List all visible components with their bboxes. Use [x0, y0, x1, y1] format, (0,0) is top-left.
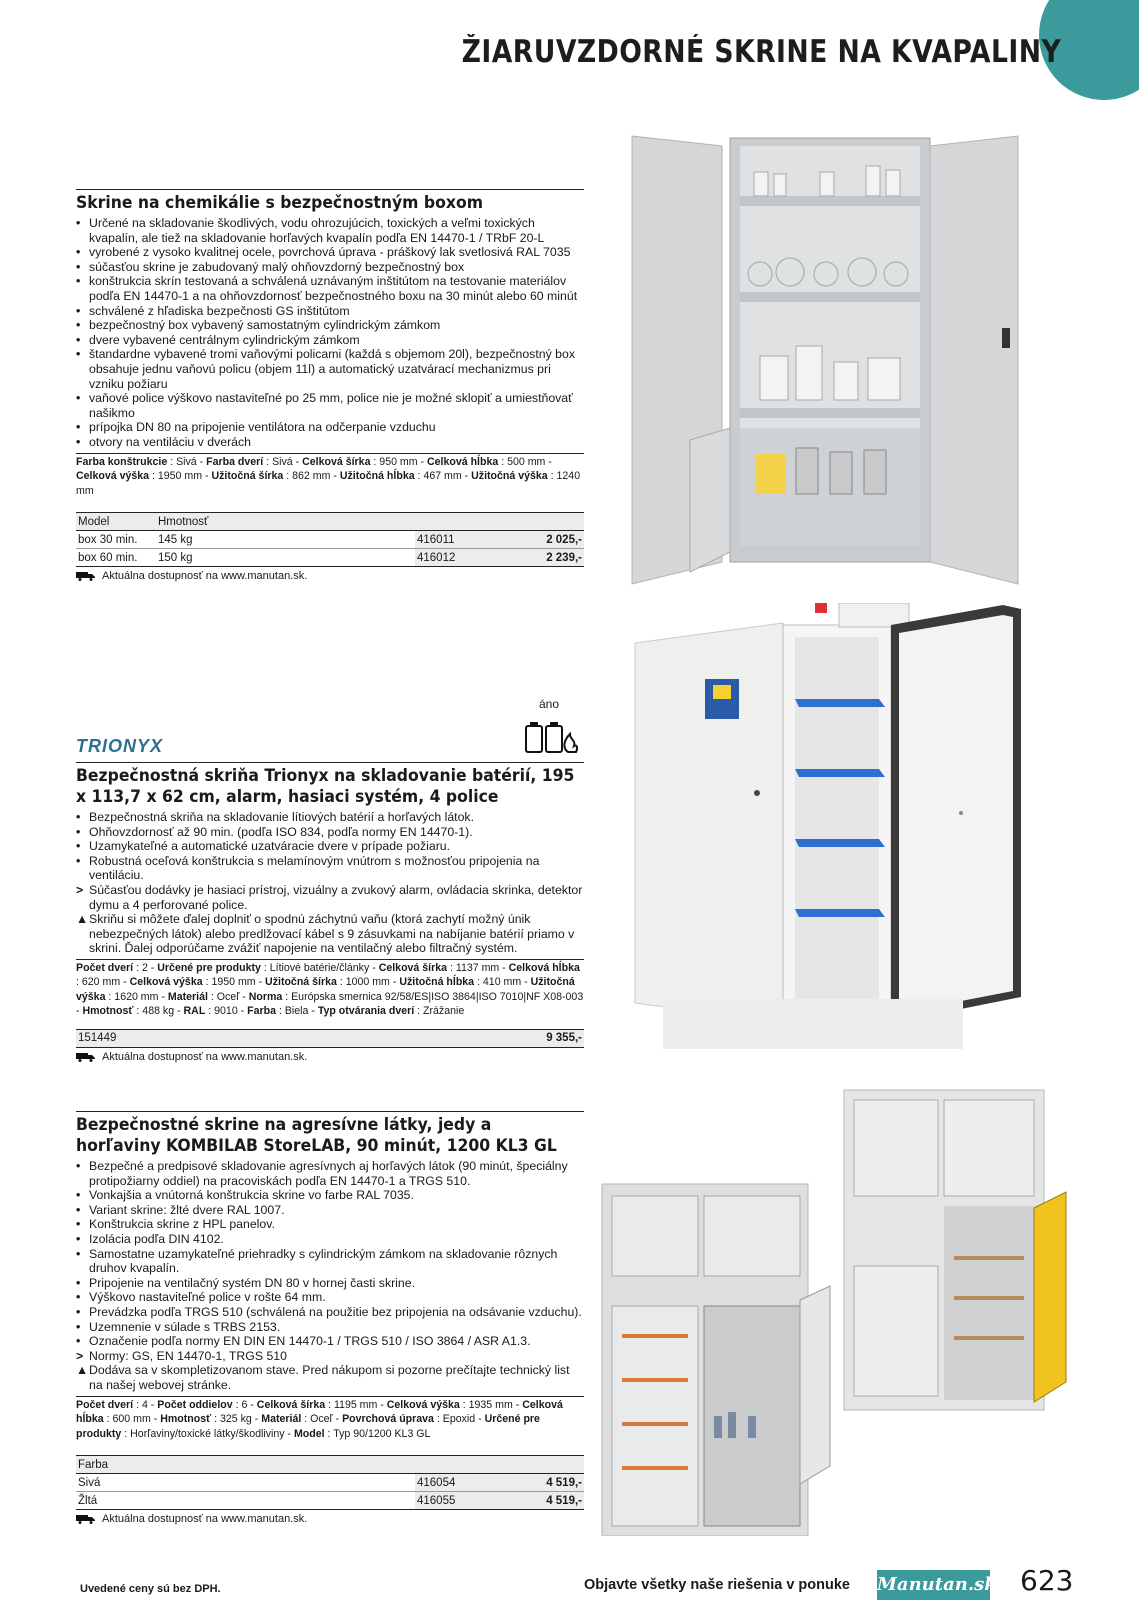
product-code[interactable]: 416012 [415, 549, 499, 567]
price-table [76, 512, 584, 567]
bullet-marker: • [76, 1319, 81, 1334]
feature-text: Uzemnenie v súlade s TRBS 2153. [89, 1319, 281, 1334]
feature-text: Variant skrine: žlté dvere RAL 1007. [89, 1202, 285, 1217]
feature-text: Robustná oceľová konštrukcia s melamínovým vnútrom s možnosťou pripojenia na ventiláciu. [89, 853, 540, 883]
feature-text: Vonkajšia a vnútorná konštrukcia skrine vo farbe RAL 7035. [89, 1188, 414, 1203]
feature-item [76, 260, 584, 275]
bullet-marker: • [76, 1334, 81, 1349]
feature-text: Pripojenie na ventilačný systém DN 80 v hornej časti skrine. [89, 1275, 416, 1290]
feature-text: súčasťou skrine je zabudovaný malý ohňovzdorný bezpečnostný box [89, 259, 465, 274]
feature-text: Označenie podľa normy EN DIN EN 14470-1 / TRGS 510 / ISO 3864 / ASR A1.3. [89, 1334, 531, 1349]
feature-text: vaňové police výškovo nastaviteľné po 25 mm, police nie je možné sklopiť a umiestňovať našikmo [89, 391, 573, 420]
availability-note: Aktuálna dostupnosť na www.manutan.sk. [76, 1513, 584, 1525]
bullet-marker: ▲ [76, 912, 89, 927]
battery-fire-icon [524, 718, 580, 754]
truck-icon [76, 571, 96, 581]
price-table [76, 1029, 584, 1048]
page-title: ŽIARUVZDORNÉ SKRINE NA KVAPALINY [461, 34, 1061, 70]
feature-item [76, 245, 584, 260]
feature-text: Konštrukcia skrine z HPL panelov. [89, 1217, 275, 1232]
col-weight: Hmotnosť [156, 513, 415, 531]
feature-item [76, 912, 584, 956]
price: 4 519,- [499, 1474, 584, 1492]
availability-note: Aktuálna dostupnosť na www.manutan.sk. [76, 1051, 584, 1063]
feature-item [76, 1320, 584, 1335]
chemical-cabinet-image [630, 132, 1030, 588]
bullet-marker: • [76, 1217, 81, 1232]
feature-text: konštrukcia skrín testovaná a schválená uznávaným inštitútom na testovanie materiálov podľa EN 14470-1 a na ohňovzdornosť bezpečnostného boxu na 30 minút alebo 60 minút [89, 274, 578, 303]
bullet-marker: • [76, 420, 81, 435]
feature-item [76, 420, 584, 435]
feature-item [76, 1203, 584, 1218]
feature-text: Súčasťou dodávky je hasiaci prístroj, vizuálny a zvukový alarm, ovládacia skrinka, detektor dymu a 4 perforované police. [89, 882, 583, 912]
feature-item [76, 347, 584, 391]
price: 9 355,- [500, 1029, 584, 1047]
feature-item [76, 216, 584, 245]
trionyx-cabinet-image [623, 603, 1063, 1067]
bullet-marker: • [76, 245, 81, 260]
price: 4 519,- [499, 1492, 584, 1510]
bullet-marker: • [76, 1159, 81, 1173]
feature-text: Skriňu si môžete ďalej doplniť o spodnú záchytnú vaňu (ktorá zachytí možný únik nebezpečných látok) alebo predlžovací kábel s 9 zásuvkami na nabíjanie batérií priamo v skrini. Ďalej odporúčame zvážiť napojenie na ventilačný alebo filtračný systém. [89, 912, 575, 956]
feature-text: Dodáva sa v skompletizovanom stave. Pred nákupom si pozorne prečítajte technický list na našej webovej stránke. [89, 1363, 570, 1392]
feature-text: vyrobené z vysoko kvalitnej ocele, povrchová úprava - práškový lak svetlosivá RAL 7035 [89, 245, 571, 260]
feature-text: bezpečnostný box vybavený samostatným cylindrickým zámkom [89, 318, 441, 333]
bullet-marker: • [76, 1202, 81, 1217]
feature-item [76, 825, 584, 840]
bullet-marker: • [76, 1304, 81, 1319]
feature-item [76, 1305, 584, 1320]
table-row: Sivá 416054 4 519,- [76, 1474, 584, 1492]
bullet-marker: > [76, 882, 84, 897]
bullet-marker: • [76, 1275, 81, 1290]
badge-label: áno [539, 697, 560, 711]
feature-item [76, 304, 584, 319]
manutan-logo[interactable]: Manutan.sk [877, 1570, 990, 1600]
product-section-trionyx [76, 762, 584, 1063]
feature-item [76, 854, 584, 883]
feature-item [76, 810, 584, 825]
feature-text: Bezpečné a predpisové skladovanie agresívnych aj horľavých látok (90 minút, špeciálny protipožiarny oddiel) na pracoviskách podľa EN 14470-1 a TRGS 510. [89, 1159, 568, 1188]
feature-text: prípojka DN 80 na pripojenie ventilátora na odčerpanie vzduchu [89, 420, 436, 435]
availability-note: Aktuálna dostupnosť na www.manutan.sk. [76, 570, 584, 582]
section-title: Bezpečnostná skriňa Trionyx na skladovanie batérií, 195 x 113,7 x 62 cm, alarm, hasiaci systém, 4 police [76, 766, 575, 807]
footer-promo: Objavte všetky naše riešenia v ponuke [584, 1577, 850, 1593]
feature-text: štandardne vybavené tromi vaňovými policami (každá s objemom 20l), bezpečnostný box obsahuje jednu vaňovú policu (objem 11l) a automatický uzatvárací mechanizmus pri vzniku požiaru [89, 347, 575, 391]
bullet-marker: • [76, 1290, 81, 1305]
feature-item [76, 839, 584, 854]
feature-item [76, 318, 584, 333]
page-number: 623 [1020, 1564, 1074, 1597]
table-row: box 60 min. 150 kg 416012 2 239,- [76, 549, 584, 567]
feature-item [76, 1349, 584, 1364]
bullet-marker: • [76, 332, 81, 347]
feature-item [76, 1232, 584, 1247]
bullet-marker: > [76, 1348, 84, 1363]
feature-text: dvere vybavené centrálnym cylindrickým zámkom [89, 332, 360, 347]
spec-text: Počet dverí : 2 - Určené pre produkty : Lítiové batérie/články - Celková šírka : 1137 mm - Celková hĺbka : 620 mm - Celková výška : 1950 mm - Užitočná šírka : 1000 mm - Užitočná hĺbka : 410 mm - Užitočná výška : 1620 mm - Materiál : Oceľ - Norma : Európska smernica 92/58/ES|ISO 3864|ISO 7010|NF X08-003 - Hmotnosť : 488 kg - RAL : 9010 - Farba : Biela - Typ otvárania dverí : Zrážanie [76, 959, 584, 1019]
section-title: Skrine na chemikálie s bezpečnostným boxom [76, 193, 483, 213]
price-table [76, 1455, 584, 1510]
feature-text: Bezpečnostná skriňa na skladovanie lítiových batérií a horľavých látok. [89, 810, 474, 824]
bullet-marker: ▲ [76, 1363, 89, 1378]
spec-text: Farba konštrukcie : Sivá - Farba dverí : Sivá - Celková šírka : 950 mm - Celková hĺbka : 500 mm - Celková výška : 1950 mm - Užitočná šírka : 862 mm - Užitočná hĺbka : 467 mm - Užitočná výška : 1240 mm [76, 453, 584, 499]
feature-list [76, 216, 584, 450]
table-row: Žltá 416055 4 519,- [76, 1492, 584, 1510]
feature-text: Izolácia podľa DIN 4102. [89, 1231, 224, 1246]
brand-logo: TRIONYX [76, 736, 164, 756]
feature-item [76, 883, 584, 912]
bullet-marker: • [76, 391, 81, 406]
bullet-marker: • [76, 810, 81, 824]
feature-text: Ohňovzdornosť až 90 min. (podľa ISO 834, podľa normy EN 14470-1). [89, 824, 473, 839]
feature-list [76, 810, 584, 956]
feature-item [76, 391, 584, 420]
bullet-marker: • [76, 303, 81, 318]
bullet-marker: • [76, 216, 81, 230]
feature-item [76, 333, 584, 348]
price: 2 239,- [499, 549, 584, 567]
bullet-marker: • [76, 1231, 81, 1246]
product-section-kombilab [76, 1111, 584, 1525]
table-row: box 30 min. 145 kg 416011 2 025,- [76, 531, 584, 549]
feature-text: Určené na skladovanie škodlivých, vodu ohrozujúcich, toxických a veľmi toxických kvapalín, ale tiež na skladovanie horľavých kvapalín podľa EN 14470-1 / TRbF 20-L [89, 216, 545, 245]
product-code[interactable]: 416054 [415, 1474, 499, 1492]
feature-list [76, 1159, 584, 1393]
feature-text: Uzamykateľné a automatické uzatváracie dvere v prípade požiaru. [89, 839, 451, 854]
feature-item [76, 1188, 584, 1203]
section-title: Bezpečnostné skrine na agresívne látky, jedy a horľaviny KOMBILAB StoreLAB, 90 minút, 1200 KL3 GL [76, 1115, 557, 1156]
bullet-marker: • [76, 274, 81, 289]
feature-item [76, 274, 584, 303]
feature-text: Samostatne uzamykateľné priehradky s cylindrickým zámkom na skladovanie rôznych druhov kvapalín. [89, 1246, 558, 1276]
feature-item [76, 1217, 584, 1232]
feature-text: Normy: GS, EN 14470-1, TRGS 510 [89, 1348, 287, 1363]
table-row [76, 1029, 584, 1047]
feature-item [76, 1247, 584, 1276]
feature-text: otvory na ventiláciu v dverách [89, 434, 251, 449]
price-note: Uvedené ceny sú bez DPH. [80, 1583, 221, 1595]
price: 2 025,- [499, 531, 584, 549]
feature-item [76, 1276, 584, 1291]
feature-item [76, 1290, 584, 1305]
feature-item [76, 1334, 584, 1349]
kombilab-cabinets-image [598, 1086, 1068, 1536]
product-code[interactable]: 416055 [415, 1492, 499, 1510]
col-color: Farba [76, 1456, 415, 1474]
spec-text: Počet dverí : 4 - Počet oddielov : 6 - Celková šírka : 1195 mm - Celková výška : 1935 mm - Celková hĺbka : 600 mm - Hmotnosť : 325 kg - Materiál : Oceľ - Povrchová úprava : Epoxid - Určené pre produkty : Horľaviny/toxické látky/škodliviny - Model : Typ 90/1200 KL3 GL [76, 1396, 584, 1442]
product-code[interactable]: 151449 [76, 1029, 500, 1047]
product-section-chemical-cabinets [76, 189, 584, 582]
feature-text: Výškovo nastaviteľné police v rošte 64 mm. [89, 1290, 326, 1305]
bullet-marker: • [76, 318, 81, 333]
bullet-marker: • [76, 434, 81, 449]
bullet-marker: • [76, 1246, 81, 1261]
feature-item [76, 1363, 584, 1392]
product-code[interactable]: 416011 [415, 531, 499, 549]
col-model: Model [76, 513, 156, 531]
bullet-marker: • [76, 259, 81, 274]
truck-icon [76, 1514, 96, 1524]
bullet-marker: • [76, 1188, 81, 1203]
feature-item [76, 435, 584, 450]
bullet-marker: • [76, 824, 81, 839]
feature-item [76, 1159, 584, 1188]
bullet-marker: • [76, 347, 81, 362]
feature-text: schválené z hľadiska bezpečnosti GS inštitútom [89, 303, 350, 318]
truck-icon [76, 1052, 96, 1062]
bullet-marker: • [76, 853, 81, 868]
bullet-marker: • [76, 839, 81, 854]
feature-text: Prevádzka podľa TRGS 510 (schválená na použitie bez pripojenia na odsávanie vzduchu). [89, 1304, 582, 1319]
